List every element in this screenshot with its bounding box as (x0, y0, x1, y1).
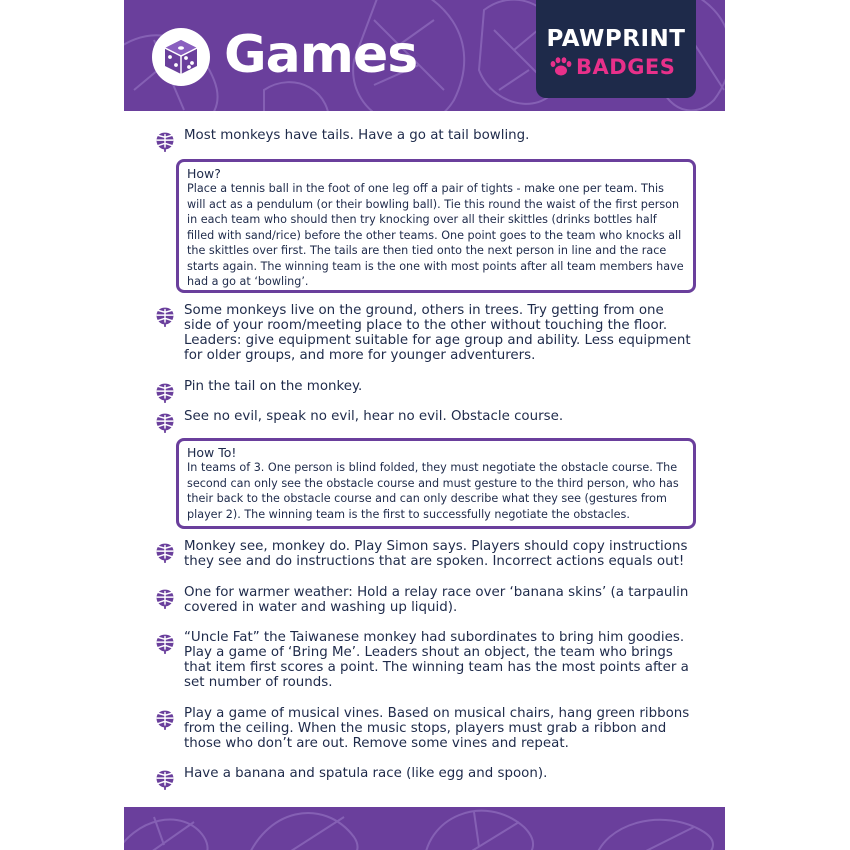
page (124, 0, 725, 850)
list-item-text: “Uncle Fat” the Taiwanese monkey had subordinates to bring him goodies. Play a game of ‘Bring Me’. Leaders shout an object, the team who brings that item first scores a point. The winning team has the most points after a set number of rounds. (184, 630, 689, 690)
list-item-text: Have a banana and spatula race (like egg and spoon). (184, 766, 548, 781)
list-item-text: Some monkeys live on the ground, others in trees. Try getting from one side of your room/meeting place to the other without touching the floor. Leaders: give equipment suitable for age group and ability. Less equipment for older groups, and more for younger adventurers. (184, 303, 691, 363)
monstera-leaf-icon (154, 632, 176, 654)
info-box-how (176, 159, 696, 293)
content (124, 0, 725, 850)
page-title: Games (224, 25, 418, 85)
info-box-heading: How? (187, 166, 221, 181)
monstera-leaf-icon (154, 541, 176, 563)
info-box-body: In teams of 3. One person is blind folded, they must negotiate the obstacle course. The second can only see the obstacle course and must gesture to the third person, who has their back to the obstacle course and can only describe what they see (gestures from player 2). The winning team is the first to successfully negotiate the obstacles. (187, 461, 679, 521)
brand-bottom-text: BADGES (576, 55, 676, 79)
brand-top-text: PAWPRINT (546, 26, 686, 52)
list-item-text: Most monkeys have tails. Have a go at tail bowling. (184, 128, 530, 143)
monstera-leaf-icon (154, 587, 176, 609)
list-item-text: See no evil, speak no evil, hear no evil. Obstacle course. (184, 409, 564, 424)
list-item-text: One for warmer weather: Hold a relay race over ‘banana skins’ (a tarpaulin covered in water and washing up liquid). (184, 585, 689, 615)
list-item-text: Pin the tail on the monkey. (184, 379, 363, 394)
monstera-leaf-icon (154, 768, 176, 790)
list-item-text: Monkey see, monkey do. Play Simon says. Players should copy instructions they see and do instructions that are spoken. Incorrect actions equals out! (184, 539, 688, 569)
leaf-pattern-icon (124, 807, 725, 850)
info-box-body: Place a tennis ball in the foot of one leg off a pair of tights - make one per team. This will act as a pendulum (or their bowling ball). Tie this round the waist of the first person in each team who should then try knocking over all their skittles (drinks bottles half filled with sand/rice) before the other teams. One point goes to the team who knocks all the skittles over first. The tails are then tied onto the next person in line and the race starts again. The winning team is the one with most points after all team members have had a go at ‘bowling’. (187, 182, 684, 288)
info-box-heading: How To! (187, 445, 237, 460)
list-item-text: Play a game of musical vines. Based on musical chairs, hang green ribbons from the ceiling. When the music stops, players must grab a ribbon and those who don’t are out. Remove some vines and repeat. (184, 706, 690, 751)
monstera-leaf-icon (154, 130, 176, 152)
monstera-leaf-icon (154, 708, 176, 730)
monstera-leaf-icon (154, 411, 176, 433)
monstera-leaf-icon (154, 305, 176, 327)
footer-band (124, 807, 725, 850)
monstera-leaf-icon (154, 381, 176, 403)
info-box-how-to (176, 438, 696, 529)
